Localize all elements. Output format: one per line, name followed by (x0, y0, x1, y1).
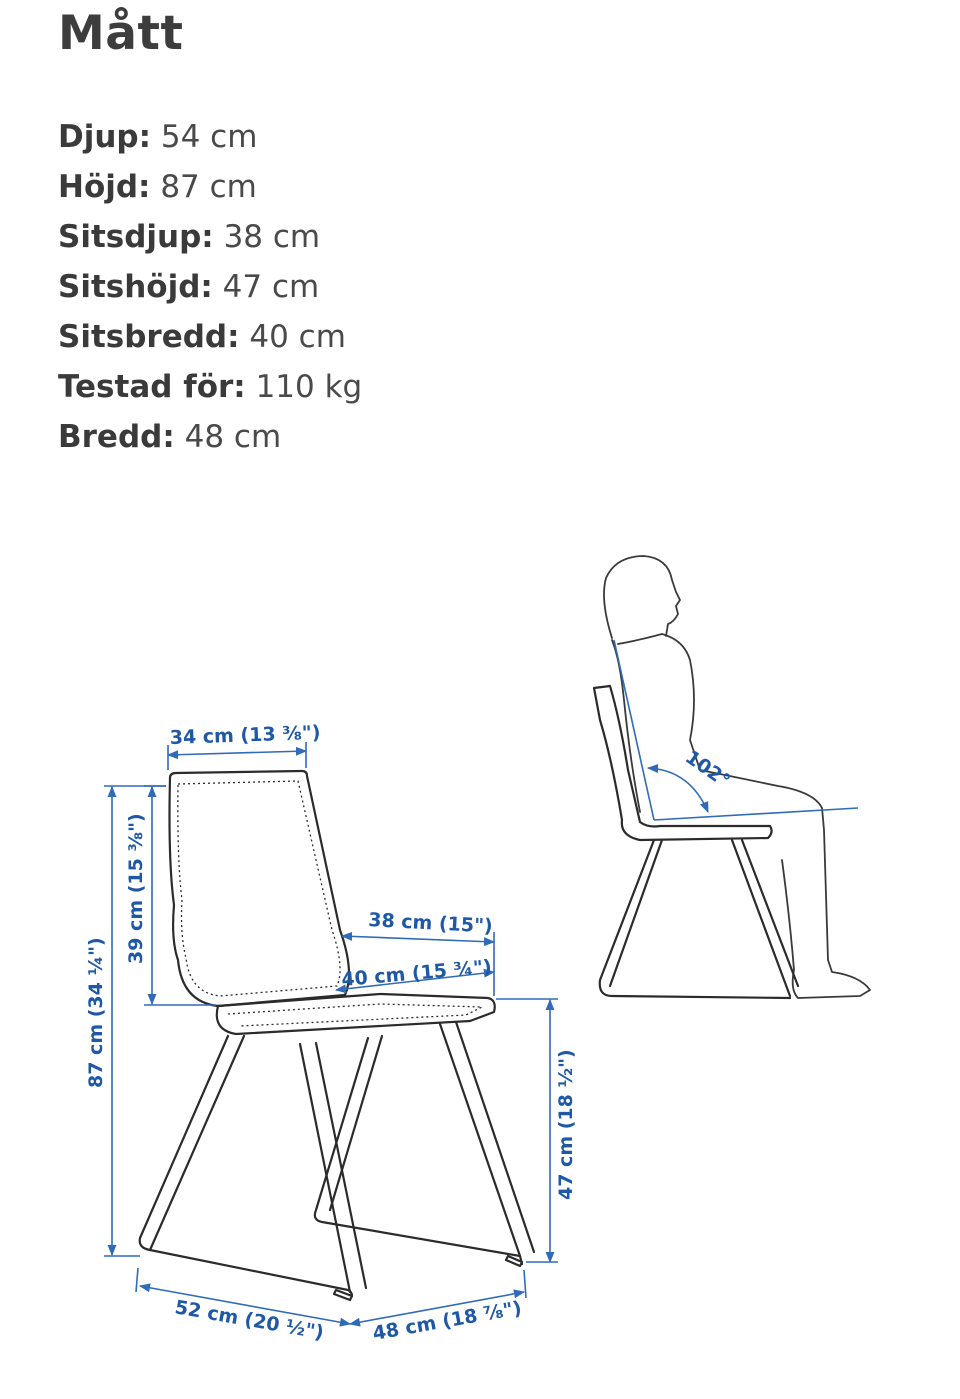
front-dimension-lines (104, 742, 558, 1324)
depth-label: 52 cm (20 ½") (173, 1296, 326, 1345)
spec-label: Sitsbredd: (58, 319, 240, 355)
spec-row-seat-width (58, 312, 362, 362)
spec-label: Höjd: (58, 169, 151, 205)
spec-row-seat-depth (58, 212, 362, 262)
dimension-diagram (0, 530, 960, 1399)
spec-value: 40 cm (249, 319, 346, 355)
spec-label: Bredd: (58, 419, 175, 455)
spec-value: 38 cm (223, 219, 321, 255)
recline-angle-label: 102° (681, 746, 735, 793)
width-label: 48 cm (18 ⅞") (371, 1297, 524, 1345)
spec-row-tested-for (58, 362, 362, 412)
chair-front-illustration (140, 771, 534, 1300)
seat-depth-label: 38 cm (15") (367, 909, 494, 938)
spec-row-width (58, 412, 362, 462)
spec-label: Sitsdjup: (58, 219, 214, 255)
spec-row-height (58, 162, 362, 212)
total-height-label: 87 cm (34 ¼") (85, 937, 107, 1088)
spec-value: 110 kg (255, 369, 363, 405)
spec-row-depth (58, 112, 362, 162)
seat-height-label: 47 cm (18 ½") (555, 1049, 577, 1200)
spec-value: 87 cm (160, 169, 257, 205)
spec-label: Djup: (58, 119, 152, 155)
spec-value: 47 cm (222, 269, 320, 305)
spec-label: Testad för: (58, 369, 246, 405)
spec-label: Sitshöjd: (58, 269, 213, 305)
spec-list (58, 112, 362, 462)
backrest-height-label: 39 cm (15 ⅜") (125, 813, 147, 964)
spec-value: 48 cm (184, 419, 282, 455)
spec-value: 54 cm (160, 119, 258, 155)
recline-angle-guide (614, 640, 858, 820)
backrest-width-label: 34 cm (13 ⅜") (169, 721, 321, 749)
seat-width-label: 40 cm (15 ¾") (340, 955, 493, 991)
chair-side-illustration (594, 686, 798, 998)
page-title: Mått (58, 6, 184, 61)
spec-row-seat-height (58, 262, 362, 312)
